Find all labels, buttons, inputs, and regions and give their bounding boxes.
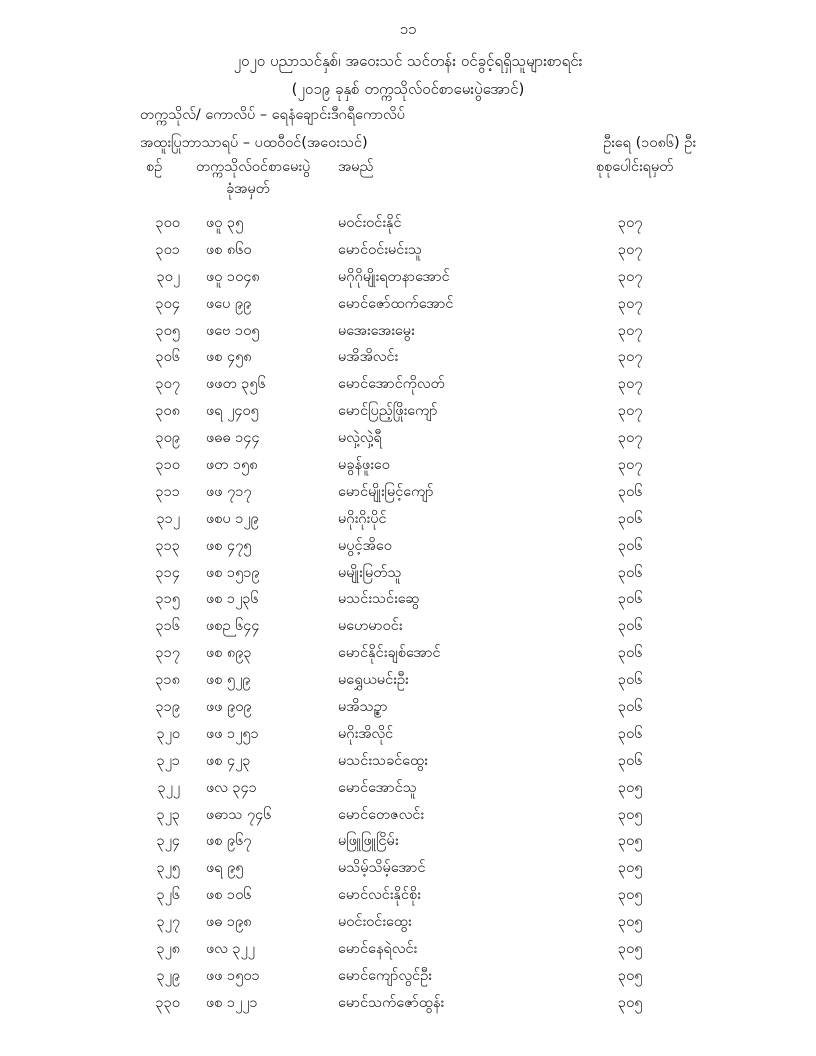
total-marks: ၃၀၅	[618, 833, 643, 850]
table-row	[0, 268, 816, 295]
exam-seat-no: ဖဓ ၁၉၈	[206, 914, 252, 931]
table-row	[0, 214, 816, 241]
student-name: မအိအိလင်း	[338, 349, 399, 366]
serial-no: ၃၃၀	[155, 994, 180, 1011]
exam-seat-no: ဖဝူ ၁၀၄၈	[206, 268, 260, 285]
exam-seat-no: ဖစ ၉၆၇	[206, 833, 252, 850]
exam-seat-no: ဖဗေ ၁၀၅	[206, 322, 260, 339]
student-name: မောင်မျိုးမြင့်ကျော်	[338, 483, 434, 500]
table-row	[0, 295, 816, 322]
total-marks: ၃၀၆	[618, 645, 643, 662]
total-marks: ၃၀၆	[618, 699, 643, 716]
exam-seat-no: ဖဖတ ၃၅၆	[206, 376, 266, 393]
serial-no: ၃၂၄	[156, 833, 180, 850]
table-row	[0, 913, 816, 940]
student-name: မပွင့်အိဝေ	[338, 537, 392, 554]
student-name: မအိသဥ္စာ	[338, 699, 388, 716]
total-marks: ၃၀၅	[618, 994, 643, 1011]
serial-no: ၃၀၇	[155, 376, 180, 393]
serial-no: ၃၀၈	[155, 403, 180, 420]
serial-no: ၃၁၁	[155, 483, 180, 500]
total-marks: ၃၀၆	[618, 537, 643, 554]
exam-seat-no: ဖစ ၈၆၀	[206, 241, 252, 258]
exam-seat-no: ဖစ ၅၂၉	[206, 672, 251, 689]
exam-seat-no: ဖလ ၃၄၁	[206, 779, 257, 796]
header-exam-seat-no: တက္ကသိုလ်ဝင်စာမေးပွဲ	[196, 159, 311, 175]
exam-seat-no: ဖစပ ၁၂၉	[206, 510, 259, 527]
serial-no: ၃၁၇	[155, 645, 180, 662]
student-name: မောင်သက်ဇော်ထွန်း	[338, 994, 445, 1011]
table-row	[0, 806, 816, 833]
serial-no: ၃၀၆	[155, 349, 180, 366]
student-name: မသင်းသခင်ထွေး	[338, 752, 428, 769]
student-name: မခွန်ဖူးဝေ	[338, 457, 390, 474]
total-marks: ၃၀၆	[618, 510, 643, 527]
table-row	[0, 241, 816, 268]
student-name: မောင်ဝင်းမင်းသူ	[338, 241, 423, 258]
exam-seat-no: ဖပေ ၉၉	[206, 295, 252, 312]
serial-no: ၃၁၉	[155, 699, 180, 716]
serial-no: ၃၂၈	[156, 941, 180, 958]
total-marks: ၃၀၇	[618, 457, 643, 474]
table-row	[0, 832, 816, 859]
table-row	[0, 429, 816, 456]
serial-no: ၃၂၅	[156, 860, 180, 877]
serial-no: ၃၀၂	[156, 268, 180, 285]
header-exam-seat-no-line2: ခုံအမှတ်	[226, 181, 270, 197]
serial-no: ၃၁၅	[155, 591, 180, 608]
table-row	[0, 752, 816, 779]
student-name: မသိမ့်သိမ့်အောင်	[338, 860, 426, 877]
student-name: မောင်အောင်ကိုလတ်	[338, 376, 445, 393]
serial-no: ၃၀၀	[155, 215, 180, 231]
student-name: မောင်ကျော်လွင်ဦး	[338, 967, 432, 984]
table-row	[0, 456, 816, 483]
exam-seat-no: ဖဓာသ ၇၄၆	[206, 806, 272, 823]
serial-no: ၃၀၉	[155, 430, 180, 447]
total-marks: ၃၀၅	[618, 967, 643, 984]
serial-no: ၃၁၂	[156, 510, 180, 527]
header-total-marks: စုစုပေါင်းရမှတ်	[596, 159, 674, 175]
student-name: မောင်လင်းနိုင်စိုး	[338, 887, 421, 904]
header-name: အမည်	[338, 159, 374, 175]
university-line: တက္ကသိုလ်/ ကောလိပ် – ရေနံချောင်းဒီဂရီကောလိပ်	[140, 107, 405, 123]
exam-seat-no: ဖစ ၁၂၃၆	[206, 591, 259, 608]
total-marks: ၃၀၇	[618, 430, 643, 447]
document-subtitle: (၂၀၁၉ ခုနှစ် တက္ကသိုလ်ဝင်စာမေးပွဲအောင်)	[291, 80, 525, 98]
table-row	[0, 590, 816, 617]
page-number: ၁၁	[399, 20, 417, 38]
table-row	[0, 375, 816, 402]
exam-seat-no: ဖဝူ ၃၅	[206, 215, 244, 231]
table-row	[0, 322, 816, 349]
student-name: မဂိုဂိုမျိုးရတနာအောင်	[338, 268, 450, 285]
total-marks: ၃၀၇	[618, 322, 643, 339]
serial-no: ၃၂၆	[156, 887, 180, 904]
serial-no: ၃၁၆	[155, 618, 180, 635]
total-marks: ၃၀၇	[618, 403, 643, 420]
student-name: မရွှေယမင်းဦး	[338, 672, 409, 689]
total-marks: ၃၀၇	[618, 295, 643, 312]
serial-no: ၃၁၄	[155, 564, 180, 581]
total-marks: ၃၀၇	[618, 268, 643, 285]
exam-seat-no: ဖတ ၁၅၈	[206, 457, 258, 474]
serial-no: ၃၂၃	[156, 806, 180, 823]
serial-no: ၃၁၀	[155, 457, 180, 474]
student-name: မဟေမာဝင်း	[338, 618, 403, 635]
table-row	[0, 725, 816, 752]
serial-no: ၃၀၄	[155, 295, 180, 312]
exam-seat-no: ဖစဉ ၆၄၄	[206, 618, 260, 635]
table-row	[0, 994, 816, 1021]
exam-seat-no: ဖဖ ၉၀၉	[206, 699, 252, 716]
student-name: မလှဲ့လှဲ့ရီ	[338, 430, 382, 447]
student-name: မဂိုးဂိုးပိုင်	[338, 510, 387, 527]
student-name: မောင်တေဇလင်း	[338, 806, 425, 823]
exam-seat-no: ဖလ ၃၂၂	[206, 941, 255, 958]
total-marks: ၃၀၅	[618, 941, 643, 958]
serial-no: ၃၂၀	[156, 725, 180, 742]
exam-seat-no: ဖစ ၄၅၈	[206, 349, 252, 366]
exam-seat-no: ဖဖ ၁၂၅၁	[206, 725, 259, 742]
serial-no: ၃၀၁	[155, 241, 180, 258]
total-marks: ၃၀၆	[618, 618, 643, 635]
table-row	[0, 564, 816, 591]
total-marks: ၃၀၅	[618, 914, 643, 931]
table-row	[0, 644, 816, 671]
student-name: မဂိုးအိလိုင်	[338, 725, 394, 742]
table-row	[0, 402, 816, 429]
serial-no: ၃၂၉	[156, 967, 180, 984]
exam-seat-no: ဖဖ ၇၁၇	[206, 483, 252, 500]
student-name: မောင်ပြည့်ဖြိုးကျော်	[338, 403, 438, 420]
student-name: မောင်ဇော်ထက်အောင်	[338, 295, 454, 312]
total-marks: ၃၀၅	[618, 779, 643, 796]
total-marks: ၃၀၆	[618, 752, 643, 769]
serial-no: ၃၂၇	[156, 914, 180, 931]
exam-seat-no: ဖစ ၁၂၂၁	[206, 994, 258, 1011]
serial-no: ၃၂၁	[156, 752, 180, 769]
total-marks: ၃၀၇	[618, 376, 643, 393]
table-row	[0, 779, 816, 806]
total-marks: ၃၀၅	[618, 860, 643, 877]
document-title: ၂၀၂၀ ပညာသင်နှစ်၊ အဝေးသင် သင်တန်း ဝင်ခွင့်ရရှိသူများစာရင်း	[233, 52, 583, 70]
student-list	[0, 214, 816, 1021]
total-marks: ၃၀၇	[618, 241, 643, 258]
student-name: မောင်အောင်သူ	[338, 779, 417, 796]
table-row	[0, 698, 816, 725]
table-row	[0, 859, 816, 886]
exam-seat-no: ဖစ ၁၅၁၉	[206, 564, 260, 581]
total-marks: ၃၀၆	[618, 672, 643, 689]
exam-seat-no: ဖစ ၄၂၃	[206, 752, 251, 769]
total-marks: ၃၀၆	[618, 591, 643, 608]
table-row	[0, 886, 816, 913]
exam-seat-no: ဖစ ၄၇၅	[206, 537, 252, 554]
exam-seat-no: ဖဓဓ ၁၄၄	[206, 430, 260, 447]
student-name: မမျိုးမြတ်သူ	[338, 564, 402, 581]
total-marks: ၃၀၆	[618, 725, 643, 742]
total-marks: ၃၀၇	[618, 349, 643, 366]
table-row	[0, 348, 816, 375]
student-name: မသင်းသင်းဆွေ	[338, 591, 420, 608]
table-row	[0, 510, 816, 537]
table-row	[0, 537, 816, 564]
table-row	[0, 483, 816, 510]
student-name: မဖြူဖြူငြိမ်း	[338, 833, 399, 850]
serial-no: ၃၂၂	[157, 779, 180, 796]
total-marks: ၃၀၅	[618, 887, 643, 904]
subject-line: အထူးပြုဘာသာရပ် – ပထဝီဝင်(အဝေးသင်)	[140, 135, 368, 151]
student-name: မောင်နေရဲလင်း	[338, 941, 418, 958]
exam-seat-no: ဖဖ ၁၅၀၁	[206, 967, 260, 984]
student-name: မဝင်းဝင်းထွေး	[338, 914, 412, 931]
serial-no: ၃၁၃	[155, 537, 180, 554]
total-marks: ၃၀၅	[618, 806, 643, 823]
exam-seat-no: ဖရ ၉၅	[206, 860, 244, 877]
total-count: ဦးရေ (၁၀၈၆) ဦး	[603, 135, 696, 151]
total-marks: ၃၀၆	[618, 564, 643, 581]
table-row	[0, 671, 816, 698]
serial-no: ၃၁၈	[155, 672, 180, 689]
exam-seat-no: ဖစ ၈၉၃	[206, 645, 252, 662]
header-serial-no: စဉ်	[146, 159, 163, 175]
table-row	[0, 940, 816, 967]
exam-seat-no: ဖစ ၁၀၆	[206, 887, 252, 904]
student-name: မောင်နိုင်းချစ်အောင်	[338, 645, 441, 662]
serial-no: ၃၀၅	[155, 322, 180, 339]
table-row	[0, 617, 816, 644]
student-name: မဝင်းဝင်းနိုင်	[338, 215, 402, 231]
table-row	[0, 967, 816, 994]
exam-seat-no: ဖရ ၂၄၀၅	[206, 403, 259, 420]
total-marks: ၃၀၆	[618, 483, 643, 500]
total-marks: ၃၀၇	[618, 215, 643, 231]
student-name: မအေးအေးမွေး	[338, 322, 415, 339]
